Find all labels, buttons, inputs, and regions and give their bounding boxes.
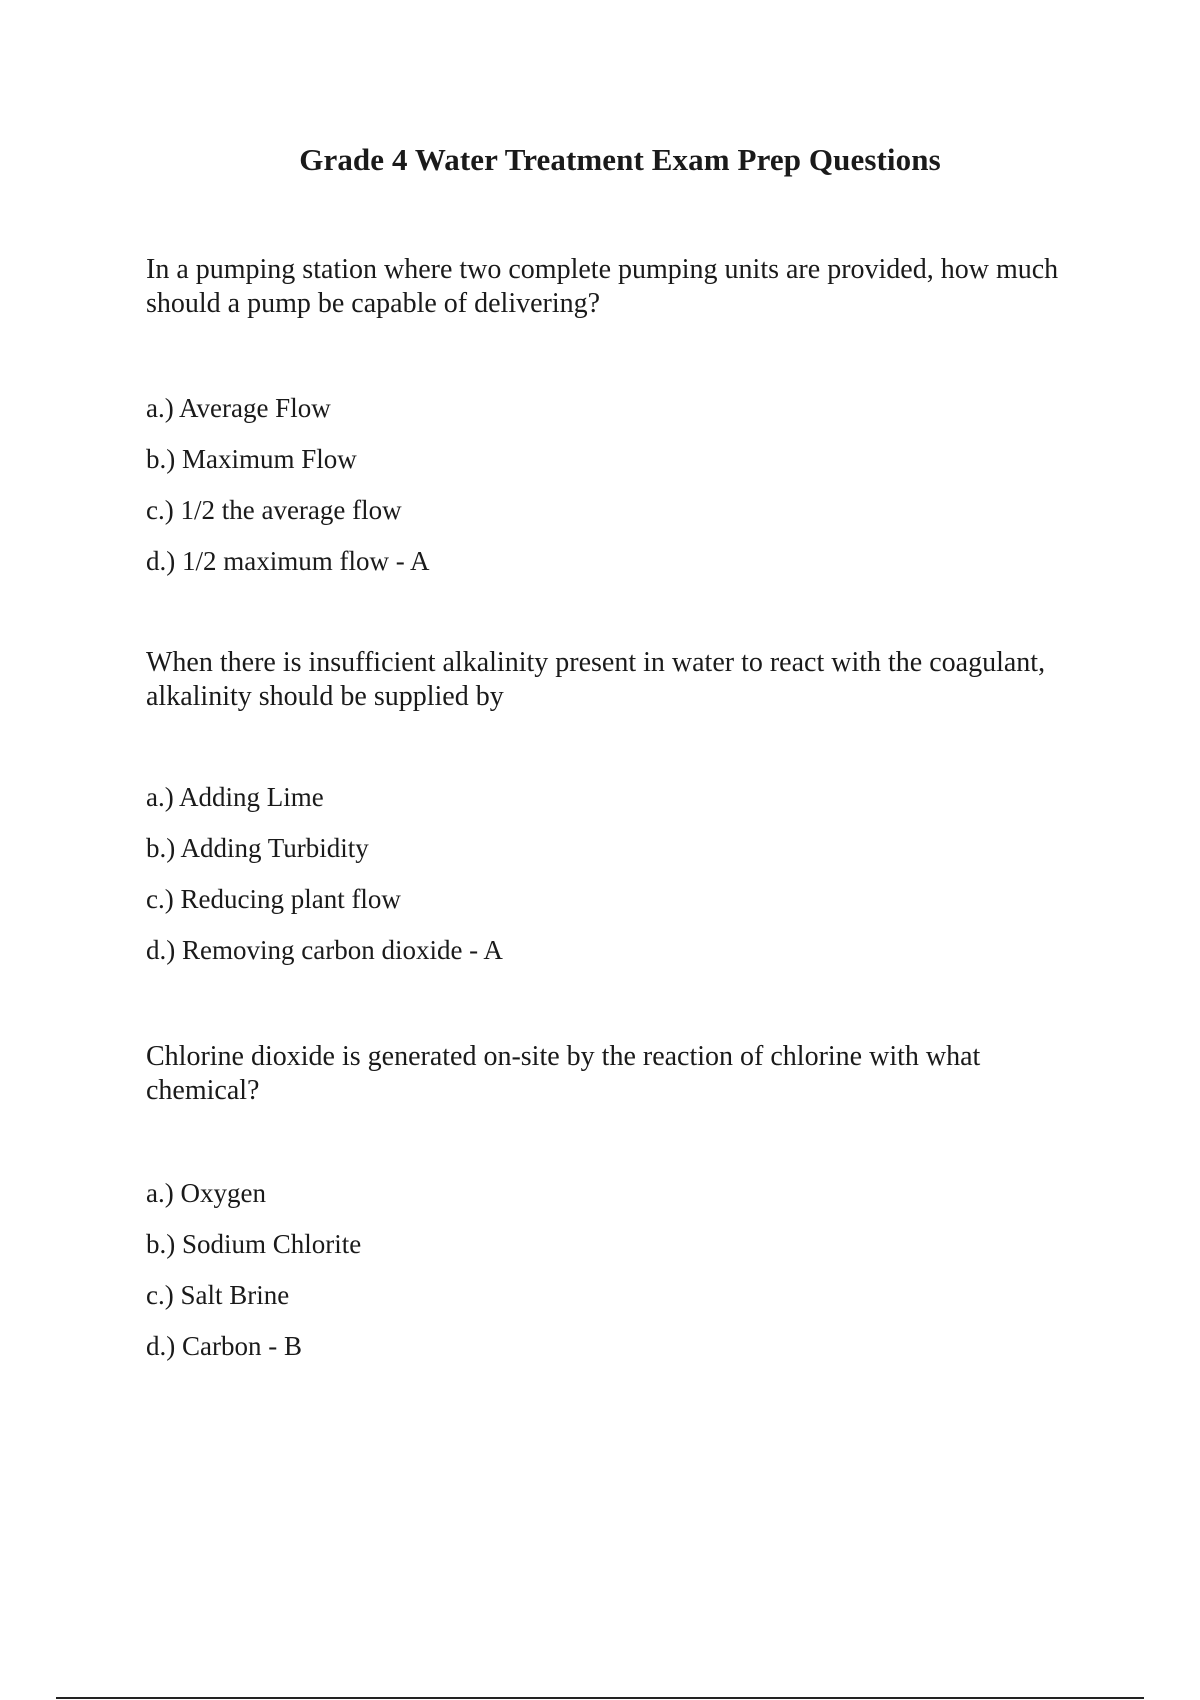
- question-text: When there is insufficient alkalinity present in water to react with the coagulant, alkalinity should be supplied by: [146, 647, 1046, 712]
- footer-divider: [56, 1697, 1144, 1699]
- page-title: Grade 4 Water Treatment Exam Prep Questions: [299, 142, 941, 177]
- option-a: a.) Average Flow: [146, 393, 331, 423]
- option-d: d.) Removing carbon dioxide - A: [146, 935, 503, 965]
- option-c: c.) Reducing plant flow: [146, 884, 401, 914]
- option-b: b.) Maximum Flow: [146, 444, 357, 474]
- option-c: c.) Salt Brine: [146, 1280, 290, 1310]
- option-d: d.) Carbon - B: [146, 1331, 302, 1361]
- option-b: b.) Sodium Chlorite: [146, 1229, 362, 1259]
- question-text: In a pumping station where two complete pumping units are provided, how much should a pump be capable of delivering?: [146, 254, 1059, 319]
- option-b: b.) Adding Turbidity: [146, 833, 369, 863]
- question-1: [146, 253, 1086, 576]
- question-3: [146, 1040, 1086, 1361]
- question-2: [146, 646, 1086, 965]
- answer-options: [146, 772, 503, 976]
- option-d: d.) 1/2 maximum flow - A: [146, 546, 430, 576]
- option-a: a.) Adding Lime: [146, 782, 324, 812]
- option-c: c.) 1/2 the average flow: [146, 495, 402, 525]
- question-text: Chlorine dioxide is generated on-site by the reaction of chlorine with what chemical?: [146, 1041, 981, 1106]
- answer-options: [146, 383, 429, 587]
- answer-options: [146, 1168, 361, 1372]
- option-a: a.) Oxygen: [146, 1178, 266, 1208]
